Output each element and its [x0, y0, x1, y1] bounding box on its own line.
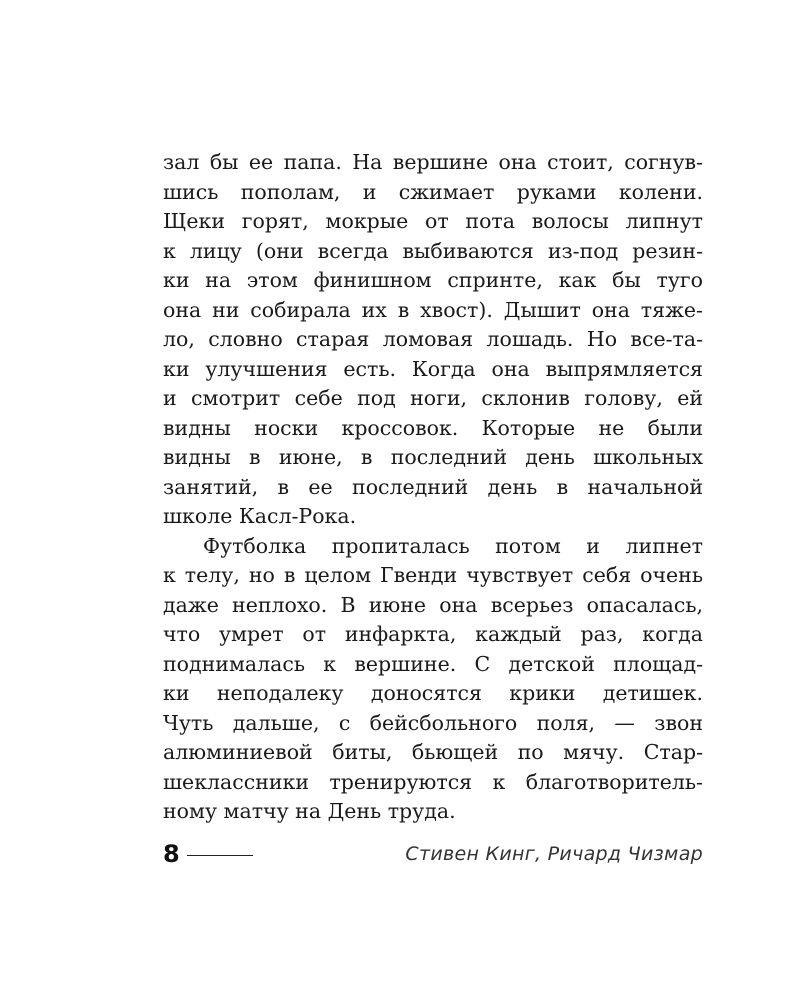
- running-head: Стивен Кинг, Ричард Чизмар: [405, 843, 703, 865]
- text-line: что умрет от инфаркта, каждый раз, когда: [163, 622, 703, 646]
- text-line: она ни собирала их в хвост). Дышит она тяже-: [163, 297, 703, 322]
- page-body: [163, 148, 703, 827]
- footer-rule: [187, 855, 253, 856]
- text-line: Чуть дальше, с бейсбольного поля, — звон: [163, 710, 703, 735]
- text-line: занятий, в ее последний день в начальной: [163, 474, 703, 499]
- text-line: к лицу (они всегда выбиваются из-под резин-: [163, 238, 703, 263]
- text-line: и смотрит себе под ноги, склонив голову, ей: [163, 386, 703, 410]
- text-line: видны носки кроссовок. Которые не были: [163, 415, 703, 440]
- text-line: Щеки горят, мокрые от пота волосы липнут: [163, 209, 703, 233]
- text-line: зал бы ее папа. На вершине она стоит, согнув-: [163, 150, 703, 174]
- text-line: ному матчу на День труда.: [163, 799, 456, 823]
- paragraph-2: [163, 532, 703, 827]
- text-line: шись пополам, и сжимает руками колени.: [163, 179, 703, 204]
- text-line: к телу, но в целом Гвенди чувствует себя очень: [163, 563, 703, 587]
- text-line: алюминиевой биты, бьющей по мячу. Стар-: [163, 740, 703, 764]
- text-line: видны в июне, в последний день школьных: [163, 445, 703, 469]
- text-line: даже неплохо. В июне она всерьез опасалась,: [163, 592, 703, 617]
- text-line: ки на этом финишном спринте, как бы туго: [163, 268, 703, 292]
- text-line: школе Касл-Рока.: [163, 504, 357, 528]
- text-line: Футболка пропиталась потом и липнет: [203, 533, 703, 558]
- text-line: ло, словно старая ломовая лошадь. Но все-та-: [163, 327, 703, 351]
- text-line: шеклассники тренируются к благотворитель-: [163, 769, 703, 794]
- page-footer: [163, 838, 703, 870]
- text-line: ки неподалеку доносятся крики детишек.: [163, 681, 703, 705]
- page-number: 8: [163, 840, 180, 868]
- text-line: ки улучшения есть. Когда она выпрямляется: [163, 356, 703, 381]
- paragraph-1: [163, 148, 703, 532]
- text-line: поднималась к вершине. С детской площад-: [163, 651, 703, 676]
